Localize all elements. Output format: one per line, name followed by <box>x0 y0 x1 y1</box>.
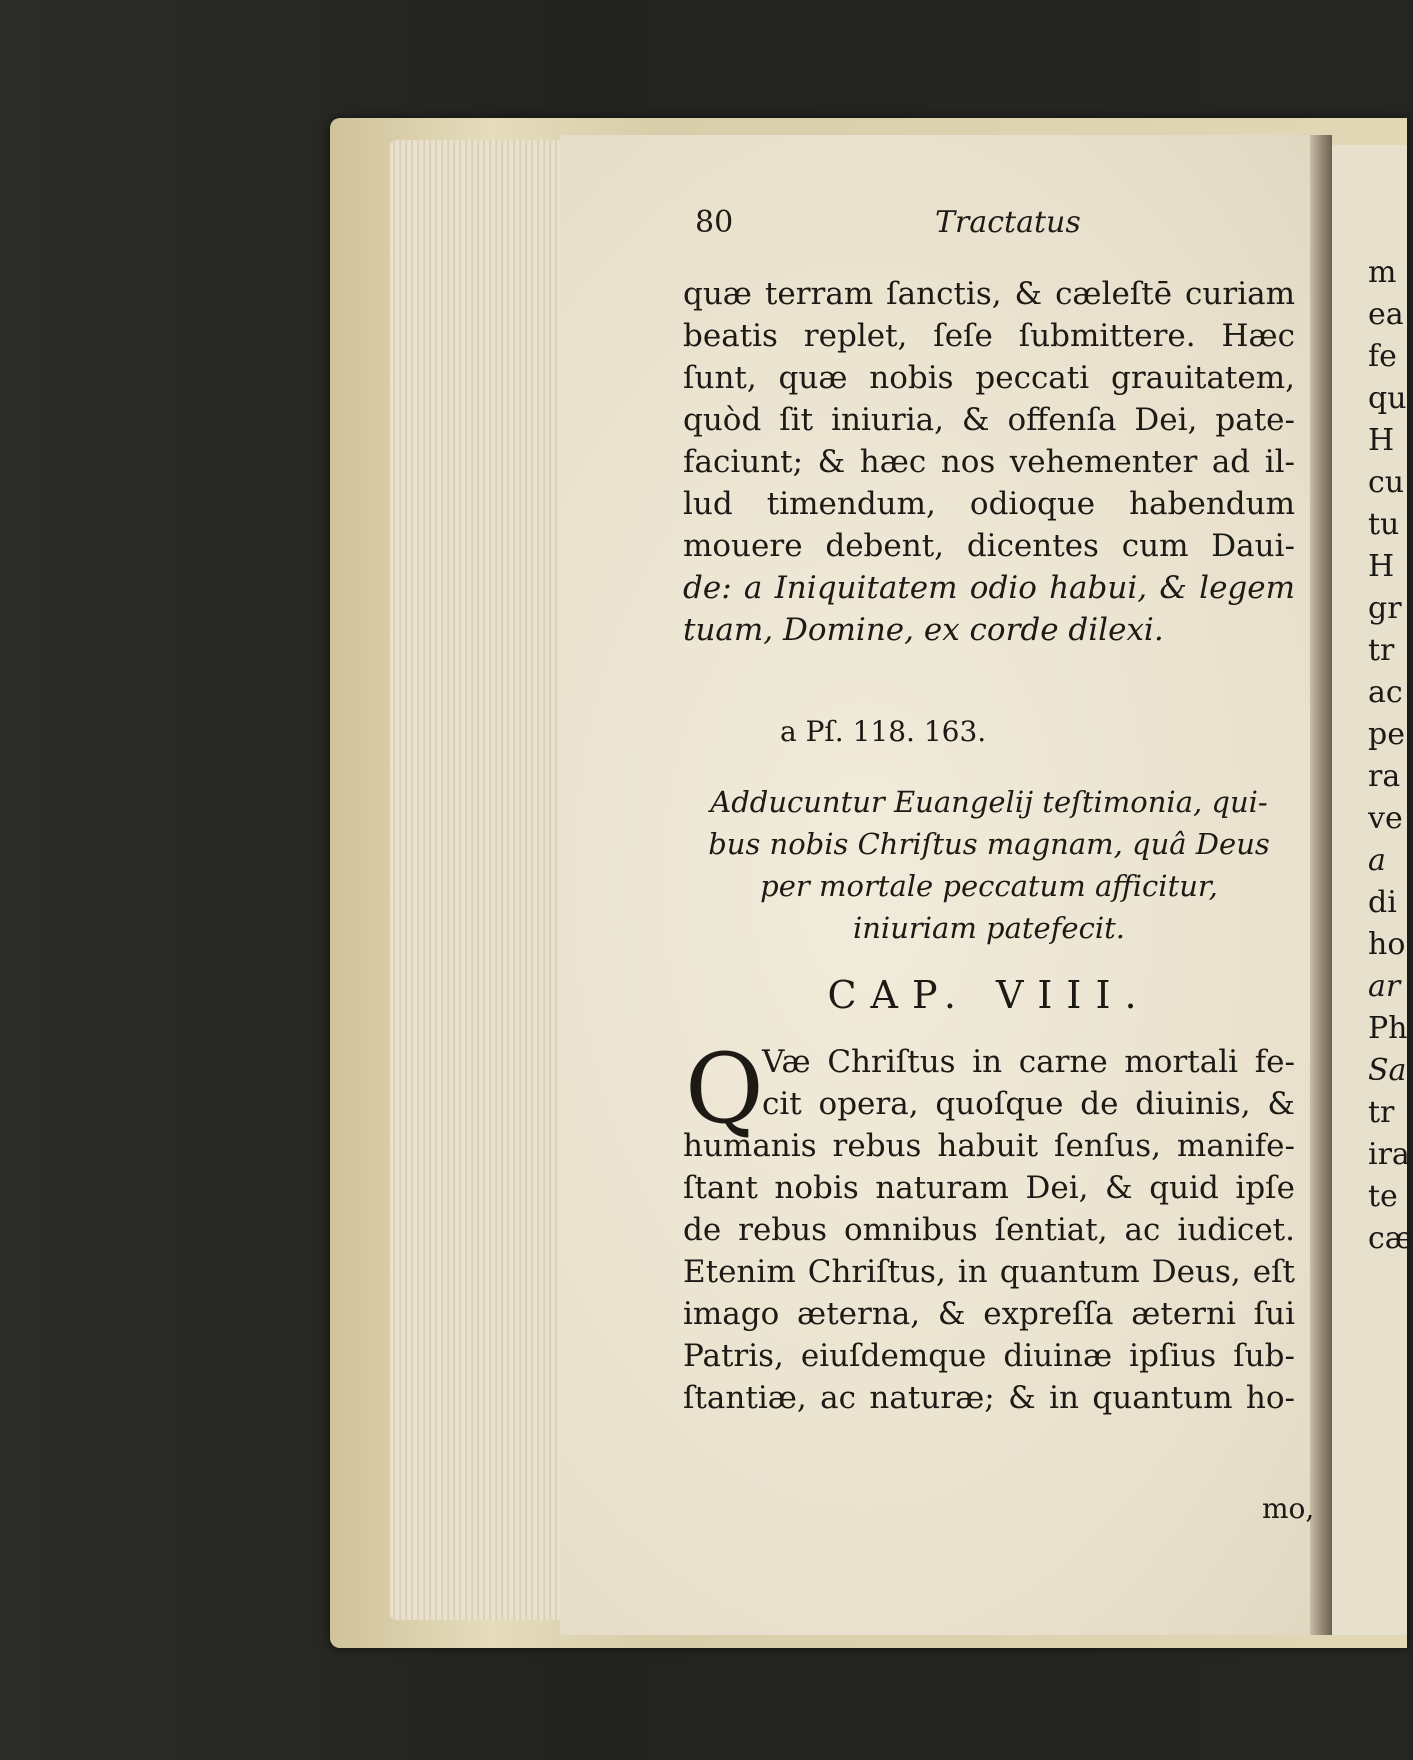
chapter-line: humanis rebus habuit ſenſus, manife- <box>683 1128 1295 1164</box>
facing-line: pe <box>1368 717 1405 752</box>
facing-line: a <box>1368 843 1386 878</box>
facing-line: cu <box>1368 465 1405 500</box>
facing-line: Sa <box>1368 1053 1407 1088</box>
body-line: beatis replet, ſeſe ſubmittere. Hæc <box>683 318 1295 354</box>
chapter-summary-line: per mortale peccatum afficitur, <box>760 869 1218 903</box>
chapter-summary-line: iniuriam patefecit. <box>852 911 1125 945</box>
facing-line: m <box>1368 255 1397 290</box>
chapter-heading: CAP. VIII. <box>827 973 1151 1017</box>
facing-line: cæ <box>1368 1221 1413 1256</box>
facing-line: tr <box>1368 1095 1395 1130</box>
quote-line: de: a Iniquitatem odio habui, & legem <box>683 570 1295 606</box>
facing-line: ho <box>1368 927 1406 962</box>
facing-line: te <box>1368 1179 1398 1214</box>
body-line: faciunt; & hæc nos vehementer ad il- <box>683 444 1295 480</box>
facing-line: di <box>1368 885 1397 920</box>
chapter-line: Etenim Chriſtus, in quantum Deus, eſt <box>683 1254 1295 1290</box>
catchword: mo, <box>1262 1492 1315 1525</box>
facing-line: tu <box>1368 507 1400 542</box>
facing-line: Ph <box>1368 1011 1408 1046</box>
quote-line: tuam, Domine, ex corde dilexi. <box>683 612 1164 648</box>
facing-line: ve <box>1368 801 1403 836</box>
chapter-line: ſtantiæ, ac naturæ; & in quantum ho- <box>683 1380 1295 1416</box>
chapter-line: de rebus omnibus ſentiat, ac iudicet. <box>683 1212 1295 1248</box>
facing-line: ea <box>1368 297 1404 332</box>
body-line: lud timendum, odioque habendum <box>683 486 1295 522</box>
facing-line: ar <box>1368 969 1401 1004</box>
facing-line: fe <box>1368 339 1397 374</box>
facing-line: ra <box>1368 759 1401 794</box>
facing-line: H <box>1368 423 1395 458</box>
page-number: 80 <box>695 205 734 240</box>
body-line: quæ terram ſanctis, & cæleſtē curiam <box>683 276 1295 312</box>
facing-line: ira <box>1368 1137 1410 1172</box>
book-gutter <box>1310 135 1332 1635</box>
chapter-line: Patris, eiuſdemque diuinæ ipſius ſub- <box>683 1338 1295 1374</box>
chapter-line: Væ Chriſtus in carne mortali fe- <box>762 1044 1295 1080</box>
facing-page <box>1332 145 1413 1635</box>
body-line: quòd ſit iniuria, & offenſa Dei, pate- <box>683 402 1295 438</box>
body-line: ſunt, quæ nobis peccati grauitatem, <box>683 360 1295 396</box>
body-line: mouere debent, dicentes cum Daui- <box>683 528 1295 564</box>
chapter-summary-line: bus nobis Chriſtus magnam, quâ Deus <box>708 827 1270 861</box>
footnote: a Pſ. 118. 163. <box>780 715 987 748</box>
facing-line: ac <box>1368 675 1403 710</box>
drop-cap: Q <box>685 1033 764 1145</box>
facing-line: qu <box>1368 381 1407 416</box>
chapter-line: imago æterna, & expreſſa æterni ſui <box>683 1296 1295 1332</box>
running-title: Tractatus <box>935 205 1081 240</box>
facing-line: tr <box>1368 633 1395 668</box>
facing-line: H <box>1368 549 1395 584</box>
facing-line: gr <box>1368 591 1402 626</box>
chapter-summary-line: Adducuntur Euangelij teſtimonia, qui- <box>710 785 1268 819</box>
chapter-line: cit opera, quoſque de diuinis, & <box>762 1086 1295 1122</box>
chapter-line: ſtant nobis naturam Dei, & quid ipſe <box>683 1170 1295 1206</box>
